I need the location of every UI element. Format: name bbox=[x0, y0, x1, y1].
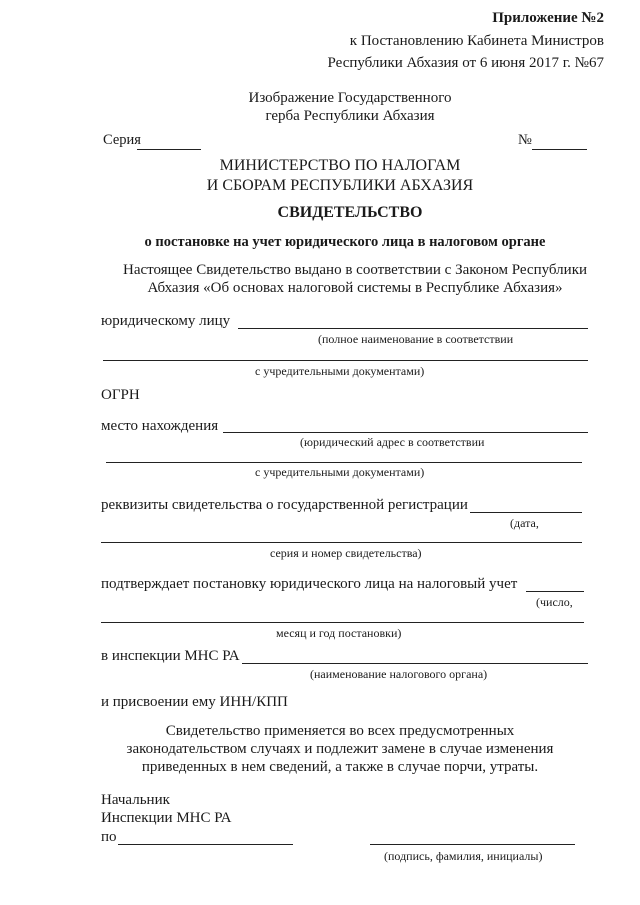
inspection-line bbox=[242, 663, 588, 664]
location-hint1: (юридический адрес в соответствии bbox=[300, 435, 485, 449]
emblem-line2: герба Республики Абхазия bbox=[265, 108, 435, 124]
emblem-line1: Изображение Государственного bbox=[248, 90, 452, 106]
signature-line3: по bbox=[101, 829, 117, 845]
inn-label: и присвоении ему ИНН/КПП bbox=[101, 694, 288, 710]
closing-line3: приведенных в нем сведений, а также в случае порчи, утраты. bbox=[141, 759, 539, 775]
annex-line2: Республики Абхазия от 6 июня 2017 г. №67 bbox=[327, 55, 604, 71]
registration-line bbox=[470, 512, 582, 513]
closing-line2: законодательством случаях и подлежит замене в случае изменения bbox=[126, 741, 554, 757]
confirms-hint1: (число, bbox=[536, 595, 573, 609]
location-line2 bbox=[106, 462, 582, 463]
confirms-label: подтверждает постановку юридического лица на налоговый учет bbox=[101, 576, 518, 592]
signature-hint: (подпись, фамилия, инициалы) bbox=[384, 849, 543, 863]
legal-entity-line2 bbox=[103, 360, 588, 361]
legal-entity-hint2: с учредительными документами) bbox=[255, 364, 425, 378]
signature-name-line bbox=[118, 844, 293, 845]
registration-hint2: серия и номер свидетельства) bbox=[270, 546, 422, 560]
confirms-hint2: месяц и год постановки) bbox=[276, 626, 402, 640]
ministry-line2: И СБОРАМ РЕСПУБЛИКИ АБХАЗИЯ bbox=[206, 177, 474, 194]
signature-line1: Начальник bbox=[101, 792, 170, 808]
annex-title: Приложение №2 bbox=[492, 10, 604, 26]
certificate-subtitle: о постановке на учет юридического лица в налоговом органе bbox=[144, 234, 546, 250]
ministry-line1: МИНИСТЕРСТВО ПО НАЛОГАМ bbox=[219, 157, 461, 174]
confirms-line2 bbox=[101, 622, 584, 623]
confirms-line bbox=[526, 591, 584, 592]
closing-line1: Свидетельство применяется во всех предусмотренных bbox=[165, 723, 515, 739]
series-label: Серия bbox=[103, 132, 141, 148]
location-hint2: с учредительными документами) bbox=[255, 465, 425, 479]
series-line bbox=[137, 149, 201, 150]
inspection-label: в инспекции МНС РА bbox=[101, 648, 240, 664]
legal-entity-hint1: (полное наименование в соответствии bbox=[318, 332, 514, 346]
legal-entity-line bbox=[238, 328, 588, 329]
intro-line1: Настоящее Свидетельство выдано в соответствии с Законом Республики bbox=[122, 262, 588, 278]
registration-hint1: (дата, bbox=[510, 516, 539, 530]
number-label: № bbox=[518, 132, 532, 148]
registration-label: реквизиты свидетельства о государственной регистрации bbox=[101, 497, 468, 513]
annex-line1: к Постановлению Кабинета Министров bbox=[349, 33, 604, 49]
location-line bbox=[223, 432, 588, 433]
legal-entity-label: юридическому лицу bbox=[101, 313, 231, 329]
signature-line2: Инспекции МНС РА bbox=[101, 810, 232, 826]
registration-line2 bbox=[101, 542, 582, 543]
inspection-hint: (наименование налогового органа) bbox=[310, 667, 488, 681]
ogrn-label: ОГРН bbox=[101, 387, 140, 403]
number-line bbox=[532, 149, 587, 150]
signature-sign-line bbox=[370, 844, 575, 845]
certificate-title: СВИДЕТЕЛЬСТВО bbox=[277, 204, 423, 221]
location-label: место нахождения bbox=[101, 418, 219, 434]
intro-line2: Абхазия «Об основах налоговой системы в Республике Абхазия» bbox=[147, 280, 563, 296]
